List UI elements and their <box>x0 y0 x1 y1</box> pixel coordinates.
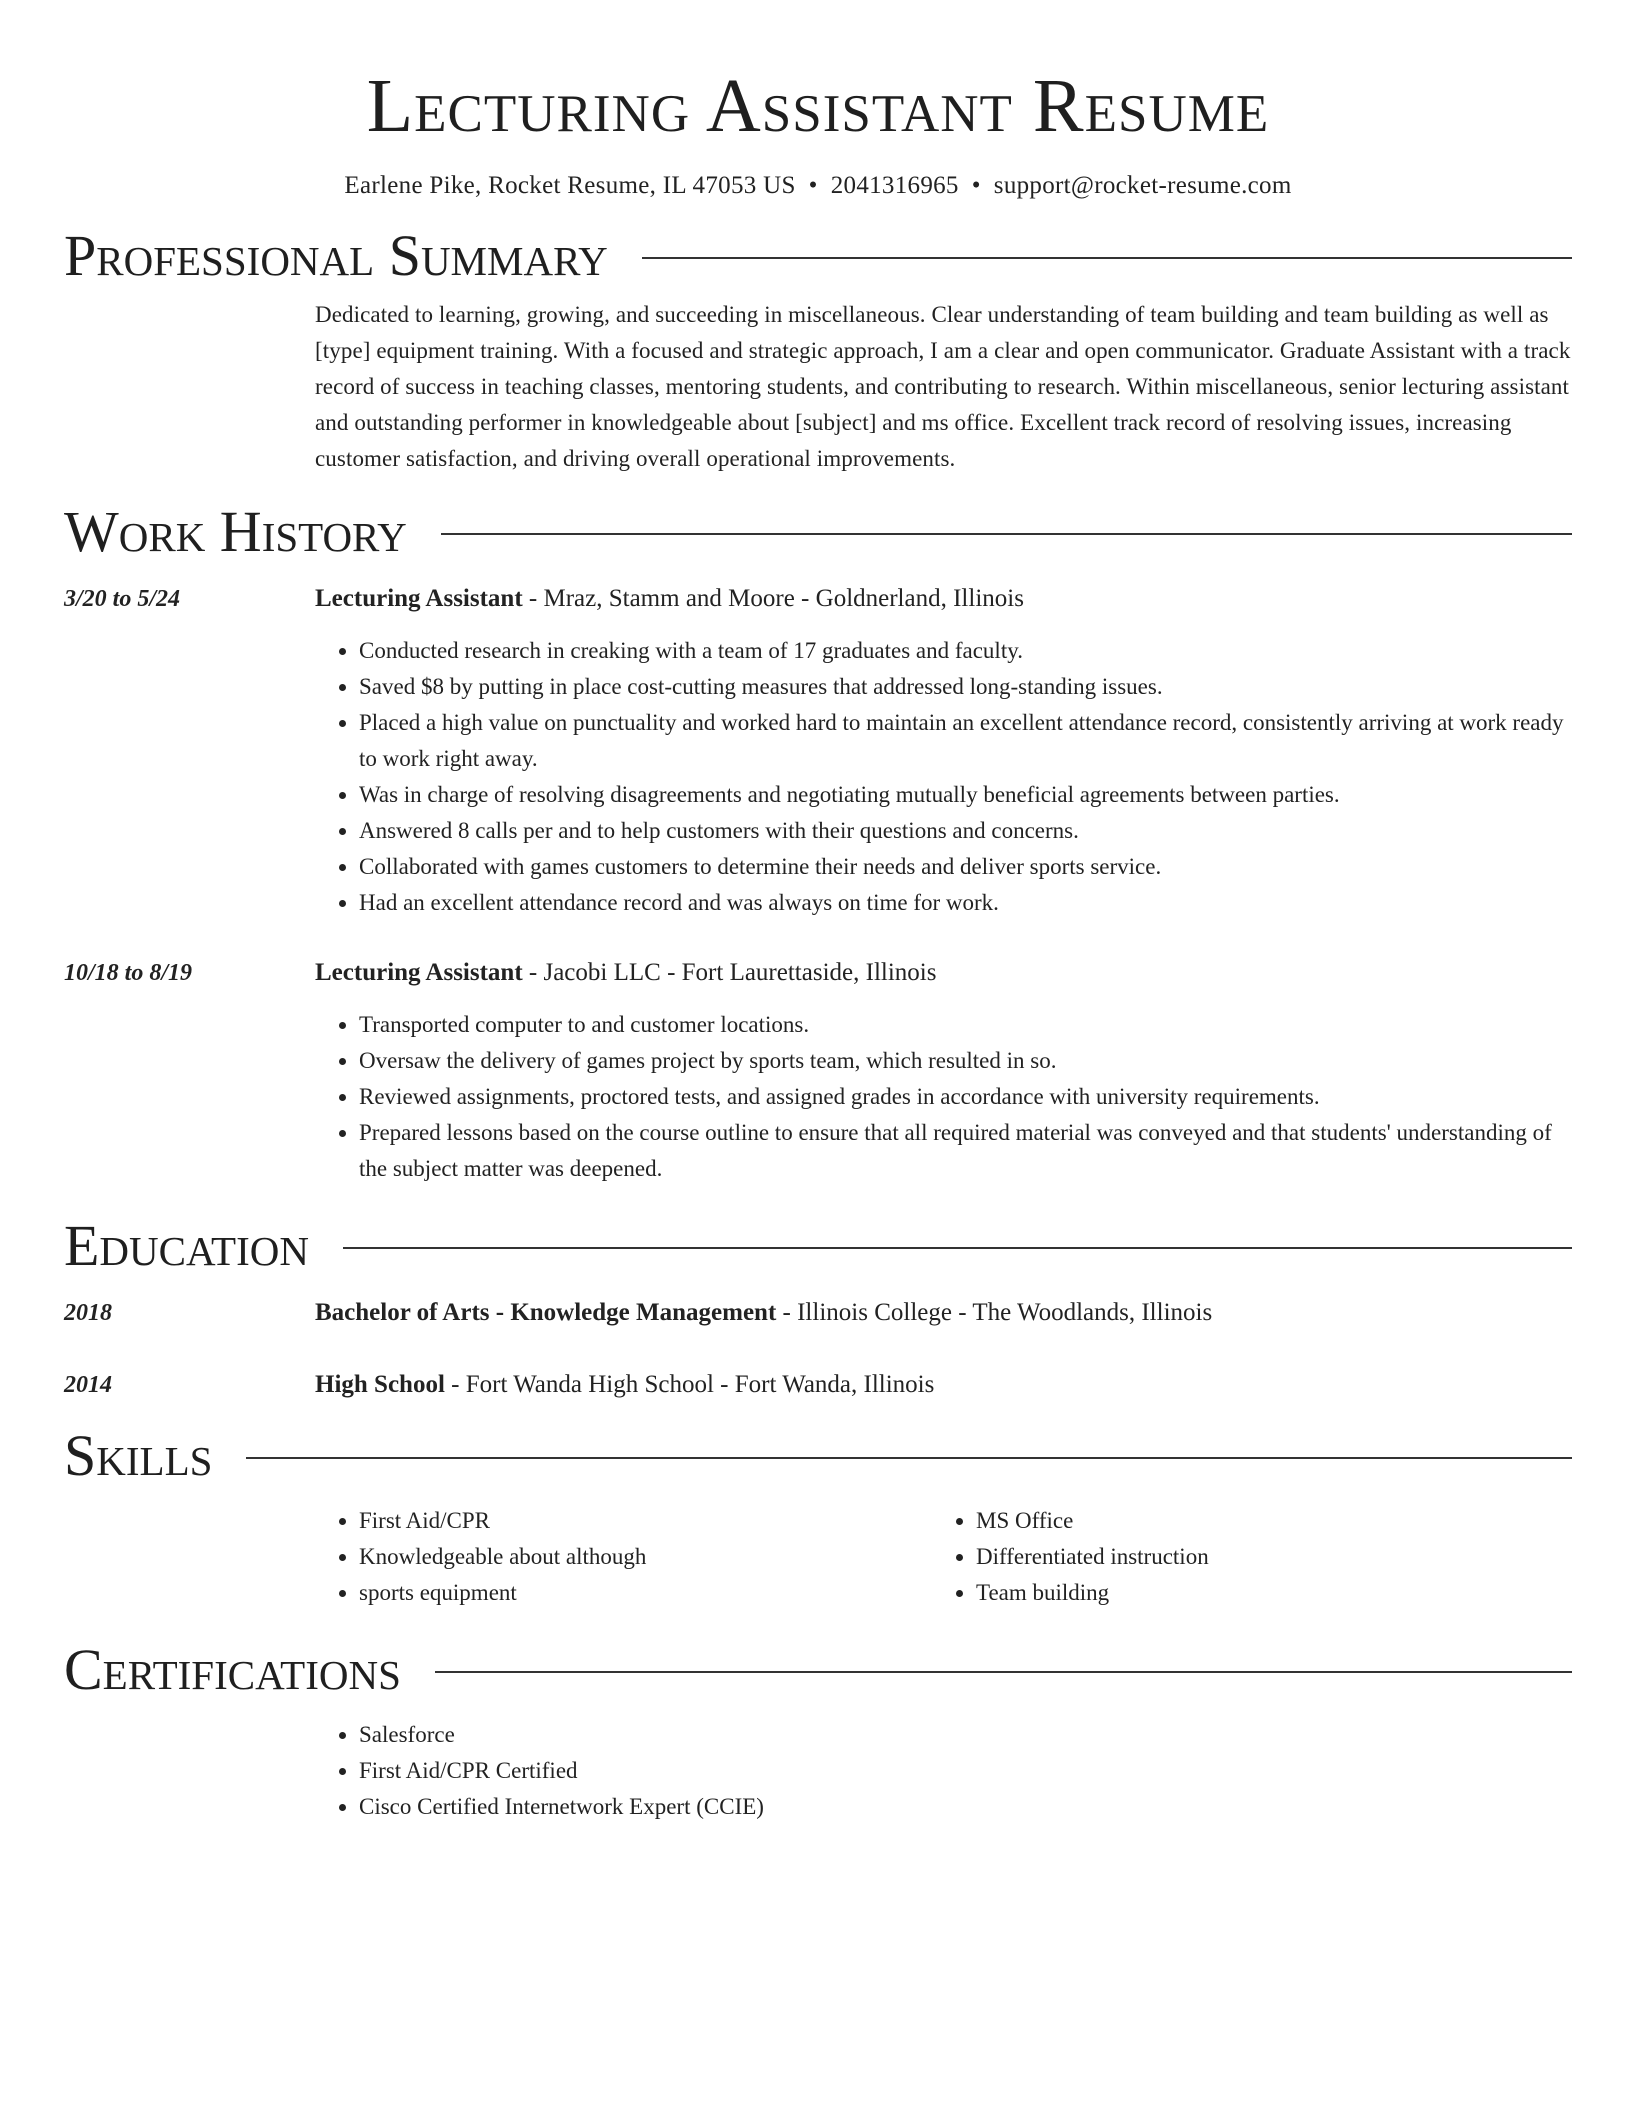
section-divider <box>246 1457 1572 1459</box>
job-employer-location: - Mraz, Stamm and Moore - Goldnerland, Illinois <box>522 585 1024 612</box>
section-header-certifications <box>64 1637 1572 1703</box>
skill-item: • Team building <box>976 1575 1209 1611</box>
section-divider <box>343 1247 1572 1249</box>
resume-title: Lecturing Assistant Resume <box>366 64 1270 148</box>
education-year: 2018 <box>64 1300 112 1326</box>
contact-email: support@rocket-resume.com <box>993 172 1292 199</box>
skill-item: • Differentiated instruction <box>976 1539 1209 1575</box>
job-bullet-list <box>315 1007 1572 1187</box>
job-entry <box>64 955 1572 1187</box>
skill-item: • First Aid/CPR <box>359 1503 932 1539</box>
education-entry <box>64 1295 1572 1331</box>
job-employer-location: - Jacobi LLC - Fort Laurettaside, Illinois <box>522 959 937 986</box>
job-heading <box>315 581 1572 617</box>
education-heading <box>315 1367 1572 1403</box>
education-details <box>315 1295 1572 1331</box>
certification-item: • First Aid/CPR Certified <box>359 1753 1572 1789</box>
section-header-education <box>64 1213 1572 1279</box>
contact-separator: • <box>971 172 981 199</box>
education-heading <box>315 1295 1572 1331</box>
education-details <box>315 1367 1572 1403</box>
education-degree: Bachelor of Arts - Knowledge Management <box>315 1299 777 1326</box>
section-title-work-history: Work History <box>64 499 407 564</box>
job-title: Lecturing Assistant <box>315 585 523 612</box>
job-bullet: • Conducted research in creaking with a team of 17 graduates and faculty. <box>359 633 1572 669</box>
certification-item: • Cisco Certified Internetwork Expert (CCIE) <box>359 1789 1572 1825</box>
section-header-summary <box>64 223 1572 289</box>
job-details <box>315 955 1572 1187</box>
summary-text: Dedicated to learning, growing, and succeeding in miscellaneous. Clear understanding of team building and team building as well as [type] equipment training. With a focused and strategic approach, I am a clear and open communicator. Graduate Assistant with a track record of success in teaching classes, mentoring students, and contributing to research. Within miscellaneous, senior lecturing assistant and outstanding performer in knowledgeable about [subject] and ms office. Excellent track record of resolving issues, increasing customer satisfaction, and driving overall operational improvements. <box>315 302 1571 471</box>
section-title-skills: Skills <box>64 1423 213 1488</box>
certification-list <box>315 1717 1572 1825</box>
job-bullet-list <box>315 633 1572 921</box>
job-dates: 3/20 to 5/24 <box>64 586 181 612</box>
skills-column-right <box>932 1503 1209 1611</box>
section-title-certifications: Certifications <box>64 1637 401 1702</box>
job-heading <box>315 955 1572 991</box>
job-bullet: • Was in charge of resolving disagreements and negotiating mutually beneficial agreements between parties. <box>359 777 1572 813</box>
skill-item: • Knowledgeable about although <box>359 1539 932 1575</box>
job-details <box>315 581 1572 921</box>
skills-column-left <box>315 1503 932 1611</box>
contact-address: Earlene Pike, Rocket Resume, IL 47053 US <box>344 172 796 199</box>
education-school-location: - Fort Wanda High School - Fort Wanda, Illinois <box>444 1371 935 1398</box>
contact-separator: • <box>808 172 818 199</box>
job-title: Lecturing Assistant <box>315 959 523 986</box>
job-bullet: • Collaborated with games customers to determine their needs and deliver sports service. <box>359 849 1572 885</box>
contact-line <box>64 170 1572 202</box>
section-title-education: Education <box>64 1213 309 1278</box>
skills-grid <box>315 1503 1572 1611</box>
job-bullet: • Transported computer to and customer locations. <box>359 1007 1572 1043</box>
certification-item: • Salesforce <box>359 1717 1572 1753</box>
skill-item: • sports equipment <box>359 1575 932 1611</box>
education-year: 2014 <box>64 1372 112 1398</box>
job-bullet: • Reviewed assignments, proctored tests, and assigned grades in accordance with university requirements. <box>359 1079 1572 1115</box>
education-school-location: - Illinois College - The Woodlands, Illinois <box>776 1299 1213 1326</box>
section-divider <box>435 1671 1572 1673</box>
job-dates: 10/18 to 8/19 <box>64 960 193 986</box>
job-bullet: • Had an excellent attendance record and was always on time for work. <box>359 885 1572 921</box>
job-bullet: • Answered 8 calls per and to help customers with their questions and concerns. <box>359 813 1572 849</box>
contact-phone: 2041316965 <box>830 172 959 199</box>
section-divider <box>441 533 1572 535</box>
job-bullet: • Saved $8 by putting in place cost-cutting measures that addressed long-standing issues. <box>359 669 1572 705</box>
job-entry <box>64 581 1572 921</box>
education-entry <box>64 1367 1572 1403</box>
section-divider <box>642 257 1572 259</box>
skill-item: • MS Office <box>976 1503 1209 1539</box>
section-header-skills <box>64 1423 1572 1489</box>
job-bullet: • Prepared lessons based on the course outline to ensure that all required material was conveyed and that students' understanding of the subject matter was deepened. <box>359 1115 1572 1187</box>
job-bullet: • Oversaw the delivery of games project by sports team, which resulted in so. <box>359 1043 1572 1079</box>
job-bullet: • Placed a high value on punctuality and worked hard to maintain an excellent attendance record, consistently arriving at work ready to work right away. <box>359 705 1572 777</box>
resume-page <box>64 0 1572 1825</box>
section-header-work-history <box>64 499 1572 565</box>
section-title-summary: Professional Summary <box>64 223 608 288</box>
education-degree: High School <box>315 1371 445 1398</box>
